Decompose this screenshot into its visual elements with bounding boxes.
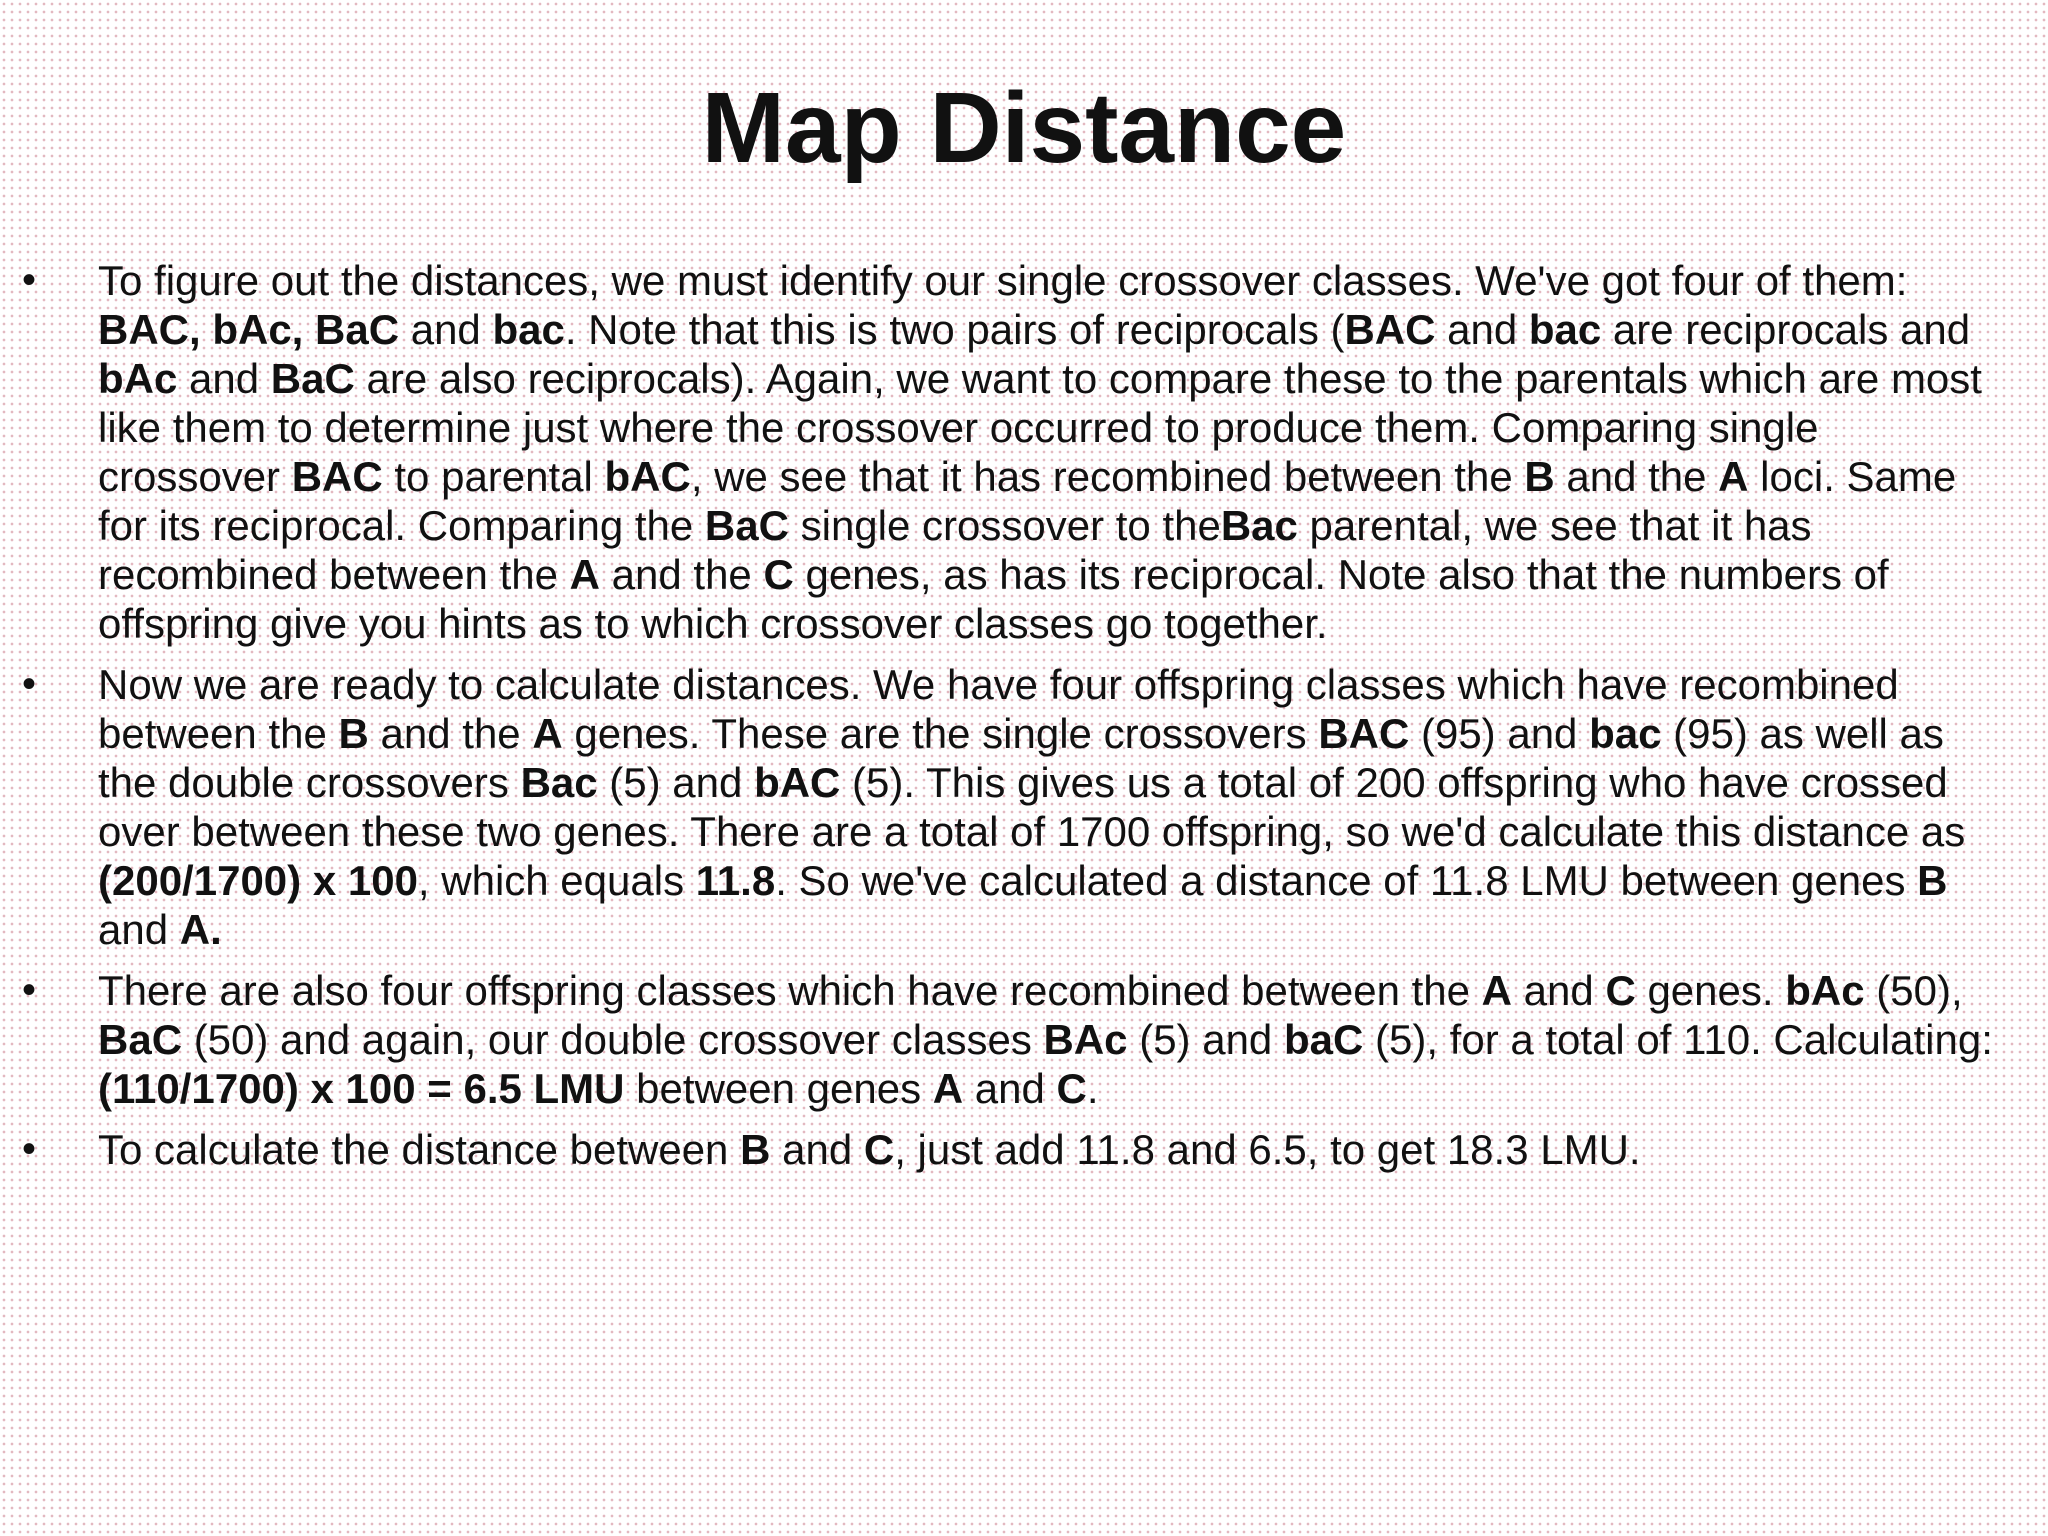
text-segment: and <box>177 355 271 402</box>
bullet-list <box>22 256 2012 1186</box>
text-segment: and <box>770 1126 864 1173</box>
text-segment: and <box>98 906 180 953</box>
text-segment: There are also four offspring classes which have recombined between the <box>98 967 1482 1014</box>
text-segment: genes. These are the single crossovers <box>562 710 1319 757</box>
text-segment: and <box>1435 306 1529 353</box>
bold-text: BAC <box>291 453 383 500</box>
bold-text: Bac <box>520 759 598 806</box>
text-segment: and <box>1512 967 1606 1014</box>
text-segment: (50) and again, our double crossover classes <box>182 1016 1044 1063</box>
text-segment: (95) as well as the double crossovers <box>98 710 1944 806</box>
bold-text: B <box>1917 857 1948 904</box>
text-segment: are also reciprocals). Again, we want to compare these to the parentals which are most like them to determine just where the crossover occurred to produce them. Comparing single crossover <box>98 355 1982 500</box>
bold-text: B <box>740 1126 771 1173</box>
bold-text: bAC <box>754 759 841 806</box>
text-segment: (5) and <box>1127 1016 1284 1063</box>
text-segment: parental, we see that it has recombined between the <box>98 502 1812 598</box>
text-segment: To figure out the distances, we must identify our single crossover classes. We've got four of them: <box>98 257 1908 304</box>
text-segment: are reciprocals and <box>1601 306 1971 353</box>
text-segment: and the <box>599 551 764 598</box>
bold-text: A <box>569 551 600 598</box>
text-segment: and the <box>368 710 533 757</box>
text-segment: (5) and <box>597 759 755 806</box>
bold-text: bAc <box>98 355 178 402</box>
bullet-text <box>98 967 1993 1112</box>
bold-text: bac <box>492 306 565 353</box>
text-segment: (50), <box>1864 967 1963 1014</box>
bullet-dot-icon: • <box>22 968 37 1012</box>
bold-text: A <box>1481 967 1513 1014</box>
bold-text: (110/1700) x 100 = 6.5 LMU <box>98 1065 625 1112</box>
bullet-item <box>22 660 2012 954</box>
text-segment: (5). This gives us a total of 200 offspring who have crossed over between these two genes. There are a total of 1700 offspring, so we'd calculate this distance as <box>98 759 1966 855</box>
bold-text: 11.8 <box>695 857 776 904</box>
text-segment: to parental <box>382 453 605 500</box>
text-segment: genes, as has its reciprocal. Note also that the numbers of offspring give you hints as to which crossover classes go together. <box>98 551 1889 647</box>
bold-text: bAC <box>604 453 691 500</box>
bullet-item <box>22 256 2012 648</box>
text-segment: , which equals <box>417 857 696 904</box>
bold-text: BaC <box>98 1016 183 1063</box>
bold-text: (200/1700) x 100 <box>98 857 418 904</box>
bold-text: C <box>763 551 794 598</box>
text-segment: . Note that this is two pairs of reciprocals ( <box>564 306 1345 353</box>
bold-text: C <box>1605 967 1636 1014</box>
text-segment: . <box>1086 1065 1099 1112</box>
bold-text: A <box>1718 453 1749 500</box>
bold-text: baC <box>1283 1016 1364 1063</box>
text-segment: . So we've calculated a distance of 11.8 LMU between genes <box>775 857 1918 904</box>
bold-text: BaC <box>270 355 355 402</box>
text-segment: genes. <box>1635 967 1786 1014</box>
text-segment: and <box>399 306 493 353</box>
bold-text: A <box>532 710 563 757</box>
bold-text: bac <box>1528 306 1602 353</box>
bullet-text <box>98 661 1965 953</box>
text-segment: Now we are ready to calculate distances. We have four offspring classes which have recombined between the <box>98 661 1899 757</box>
bullet-dot-icon: • <box>22 258 37 302</box>
text-segment: and the <box>1554 453 1719 500</box>
bold-text: C <box>863 1126 895 1173</box>
bold-text: BaC <box>704 502 789 549</box>
text-segment: , we see that it has recombined between the <box>690 453 1525 500</box>
bold-text: BAC <box>1318 710 1410 757</box>
text-segment: and <box>963 1065 1057 1112</box>
text-segment: (95) and <box>1409 710 1590 757</box>
text-segment: single crossover to the <box>788 502 1221 549</box>
bold-text: A. <box>179 906 222 953</box>
bold-text: B <box>1524 453 1555 500</box>
text-segment: (5), for a total of 110. Calculating: <box>1363 1016 1993 1063</box>
bullet-text <box>98 1126 1641 1173</box>
bullet-dot-icon: • <box>22 1127 37 1171</box>
bullet-item <box>22 966 2012 1113</box>
bold-text: bAc <box>1785 967 1865 1014</box>
bold-text: bac <box>1589 710 1662 757</box>
slide-title: Map Distance <box>701 72 1347 184</box>
bold-text: BAc <box>1043 1016 1128 1063</box>
text-segment: between genes <box>624 1065 933 1112</box>
bullet-item <box>22 1125 2012 1174</box>
text-segment: To calculate the distance between <box>98 1126 741 1173</box>
bold-text: BAC, bAc, BaC <box>98 306 400 353</box>
bullet-dot-icon: • <box>22 662 37 706</box>
bold-text: A <box>932 1065 964 1112</box>
bullet-text <box>98 257 1982 647</box>
bold-text: BAC <box>1344 306 1436 353</box>
text-segment: , just add 11.8 and 6.5, to get 18.3 LMU. <box>894 1126 1641 1173</box>
bold-text: C <box>1056 1065 1087 1112</box>
bold-text: Bac <box>1220 502 1298 549</box>
text-segment: loci. Same for its reciprocal. Comparing the <box>98 453 1957 549</box>
bold-text: B <box>338 710 369 757</box>
